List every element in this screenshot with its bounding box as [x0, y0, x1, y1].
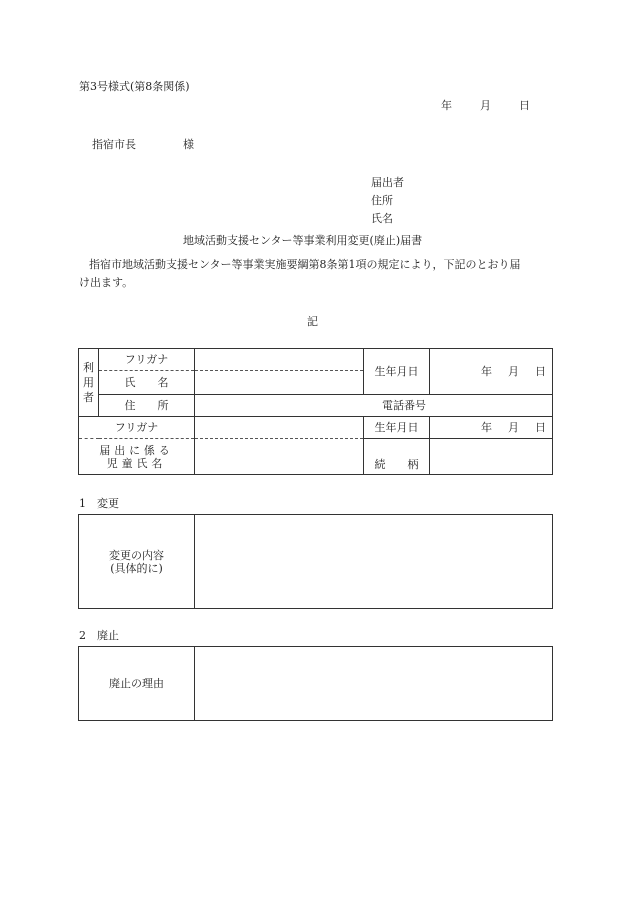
date-month: 月 — [480, 99, 491, 112]
addressee-honorific: 様 — [183, 138, 194, 151]
phone-label: 電話番号 — [382, 399, 426, 412]
abolition-table — [78, 646, 553, 721]
change-table — [78, 514, 553, 609]
section1-heading: 1 変更 — [79, 497, 119, 510]
relation-label: 続 柄 — [364, 439, 430, 475]
addressee-name: 指宿市長 — [92, 138, 136, 151]
applicant-address: 住所 — [371, 194, 393, 207]
birthdate-field[interactable]: 年 月 日 — [430, 349, 553, 395]
date-day: 日 — [519, 99, 530, 112]
abolition-reason-field[interactable] — [195, 647, 553, 721]
birthdate-label: 生年月日 — [364, 349, 430, 395]
abolition-reason-label: 廃止の理由 — [79, 647, 195, 721]
child-furigana-field[interactable] — [195, 417, 364, 439]
date-year: 年 — [441, 99, 452, 112]
date-line — [441, 99, 530, 113]
child-name-label: 届出に係る 児童氏名 — [79, 439, 195, 475]
applicant-name: 氏名 — [371, 212, 393, 225]
body-text-line2: け出ます。 — [79, 276, 134, 289]
change-content-label: 変更の内容 (具体的に) — [79, 515, 195, 609]
name-label: 氏 名 — [99, 371, 195, 395]
applicant-label: 届出者 — [371, 176, 404, 189]
child-birthdate-label: 生年月日 — [364, 417, 430, 439]
document-title: 地域活動支援センター等事業利用変更(廃止)届書 — [183, 234, 423, 247]
address-label: 住 所 — [99, 395, 195, 417]
ki-heading: 記 — [307, 315, 318, 328]
child-birthdate-field[interactable]: 年 月 日 — [430, 417, 553, 439]
child-furigana-label: フリガナ — [79, 417, 195, 439]
address-field[interactable] — [195, 395, 553, 417]
child-name-field[interactable] — [195, 439, 364, 475]
change-content-field[interactable] — [195, 515, 553, 609]
section2-heading: 2 廃止 — [79, 629, 119, 642]
form-number: 第3号様式(第8条関係) — [79, 80, 190, 93]
furigana-field[interactable] — [195, 349, 364, 371]
user-column-header: 利用者 — [79, 349, 99, 417]
user-info-table — [78, 348, 553, 475]
relation-field[interactable] — [430, 439, 553, 475]
furigana-label: フリガナ — [99, 349, 195, 371]
body-text-line1: 指宿市地域活動支援センター等事業実施要綱第8条第1項の規定により，下記のとおり届 — [89, 258, 521, 271]
name-field[interactable] — [195, 371, 364, 395]
